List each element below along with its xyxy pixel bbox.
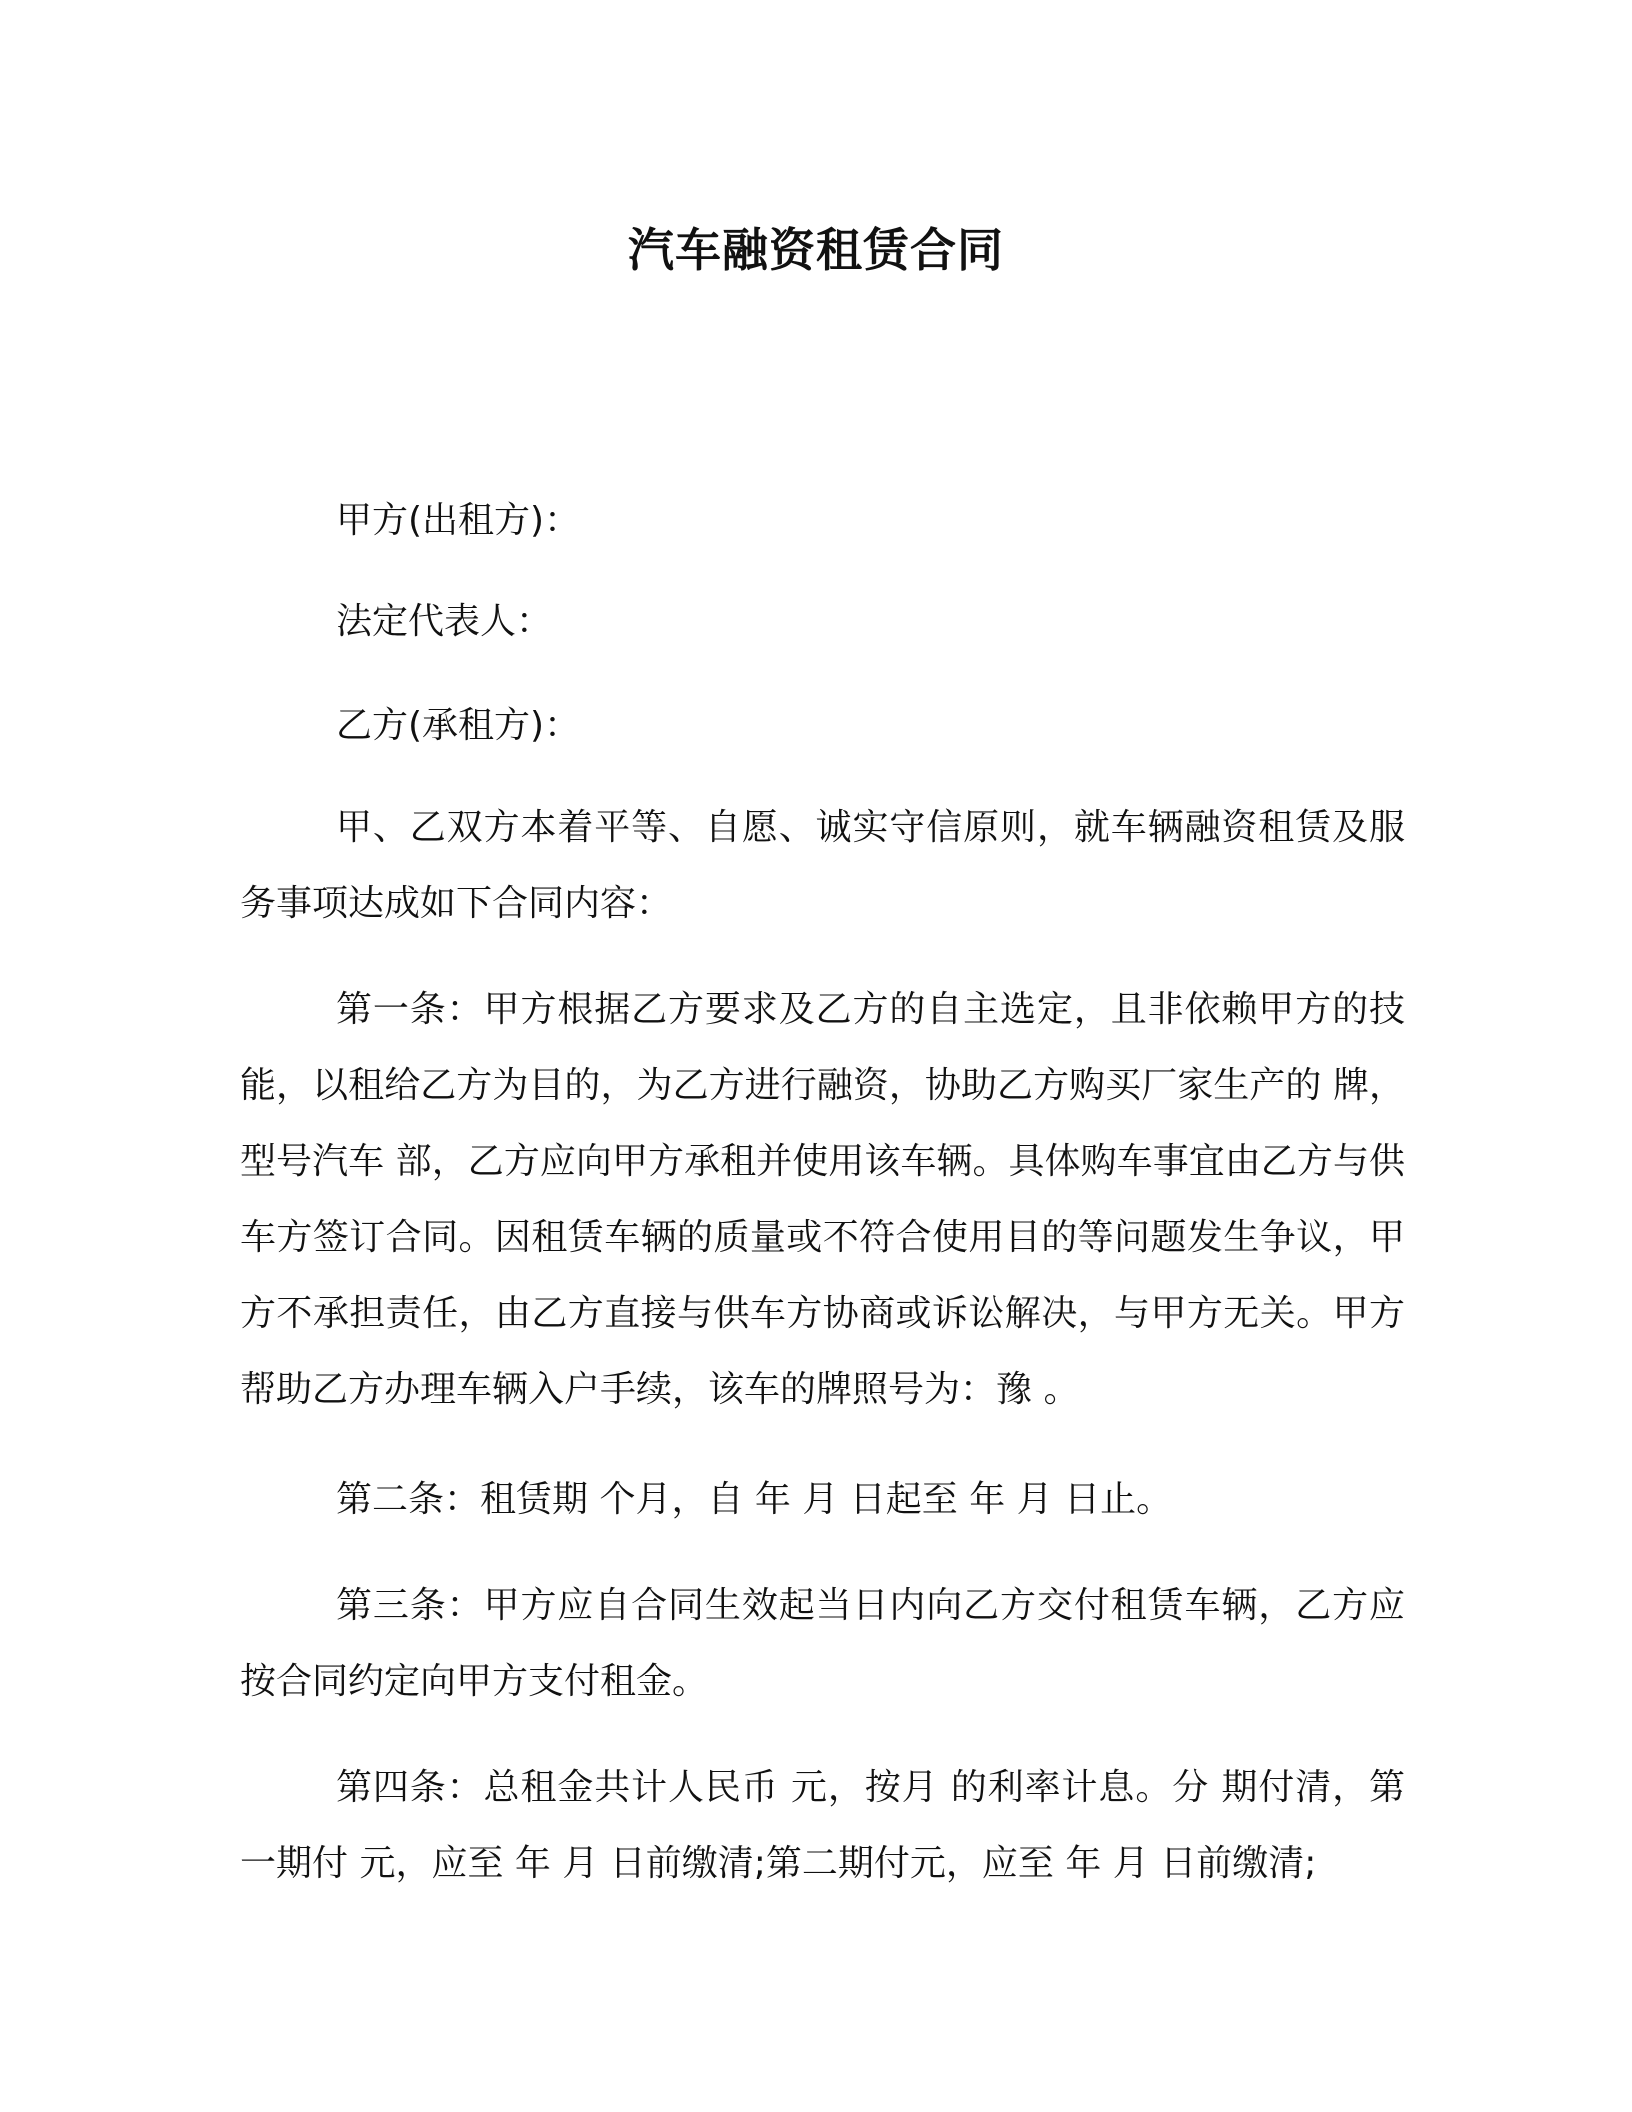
preamble-paragraph: 甲、乙双方本着平等、自愿、诚实守信原则，就车辆融资租赁及服务事项达成如下合同内容： bbox=[240, 807, 1405, 924]
party-b-label: 乙方(承租方)： bbox=[336, 705, 581, 746]
article-2-paragraph: 第二条：租赁期 个月，自 年 月 日起至 年 月 日止。 bbox=[336, 1479, 1173, 1520]
article-4-paragraph: 第四条：总租金共计人民币 元，按月 的利率计息。分 期付清，第一期付 元，应至 年 月 日前缴清;第二期付元，应至 年 月 日前缴清; bbox=[240, 1767, 1405, 1884]
article-1-paragraph: 第一条：甲方根据乙方要求及乙方的自主选定，且非依赖甲方的技能，以租给乙方为目的，为乙方进行融资，协助乙方购买厂家生产的 牌，型号汽车 部，乙方应向甲方承租并使用该车辆。具体购车事宜由乙方与供车方签订合同。因租赁车辆的质量或不符合使用目的等问题发生争议，甲方不承担责任，由乙方直接与供车方协商或诉讼解决，与甲方无关。甲方帮助乙方办理车辆入户手续，该车的牌照号为：豫 。 bbox=[240, 989, 1405, 1410]
legal-representative-label: 法定代表人： bbox=[336, 601, 553, 642]
party-a-label: 甲方(出租方)： bbox=[336, 500, 581, 541]
article-3-paragraph: 第三条：甲方应自合同生效起当日内向乙方交付租赁车辆，乙方应按合同约定向甲方支付租金。 bbox=[240, 1585, 1405, 1702]
document-title: 汽车融资租赁合同 bbox=[628, 223, 1004, 277]
